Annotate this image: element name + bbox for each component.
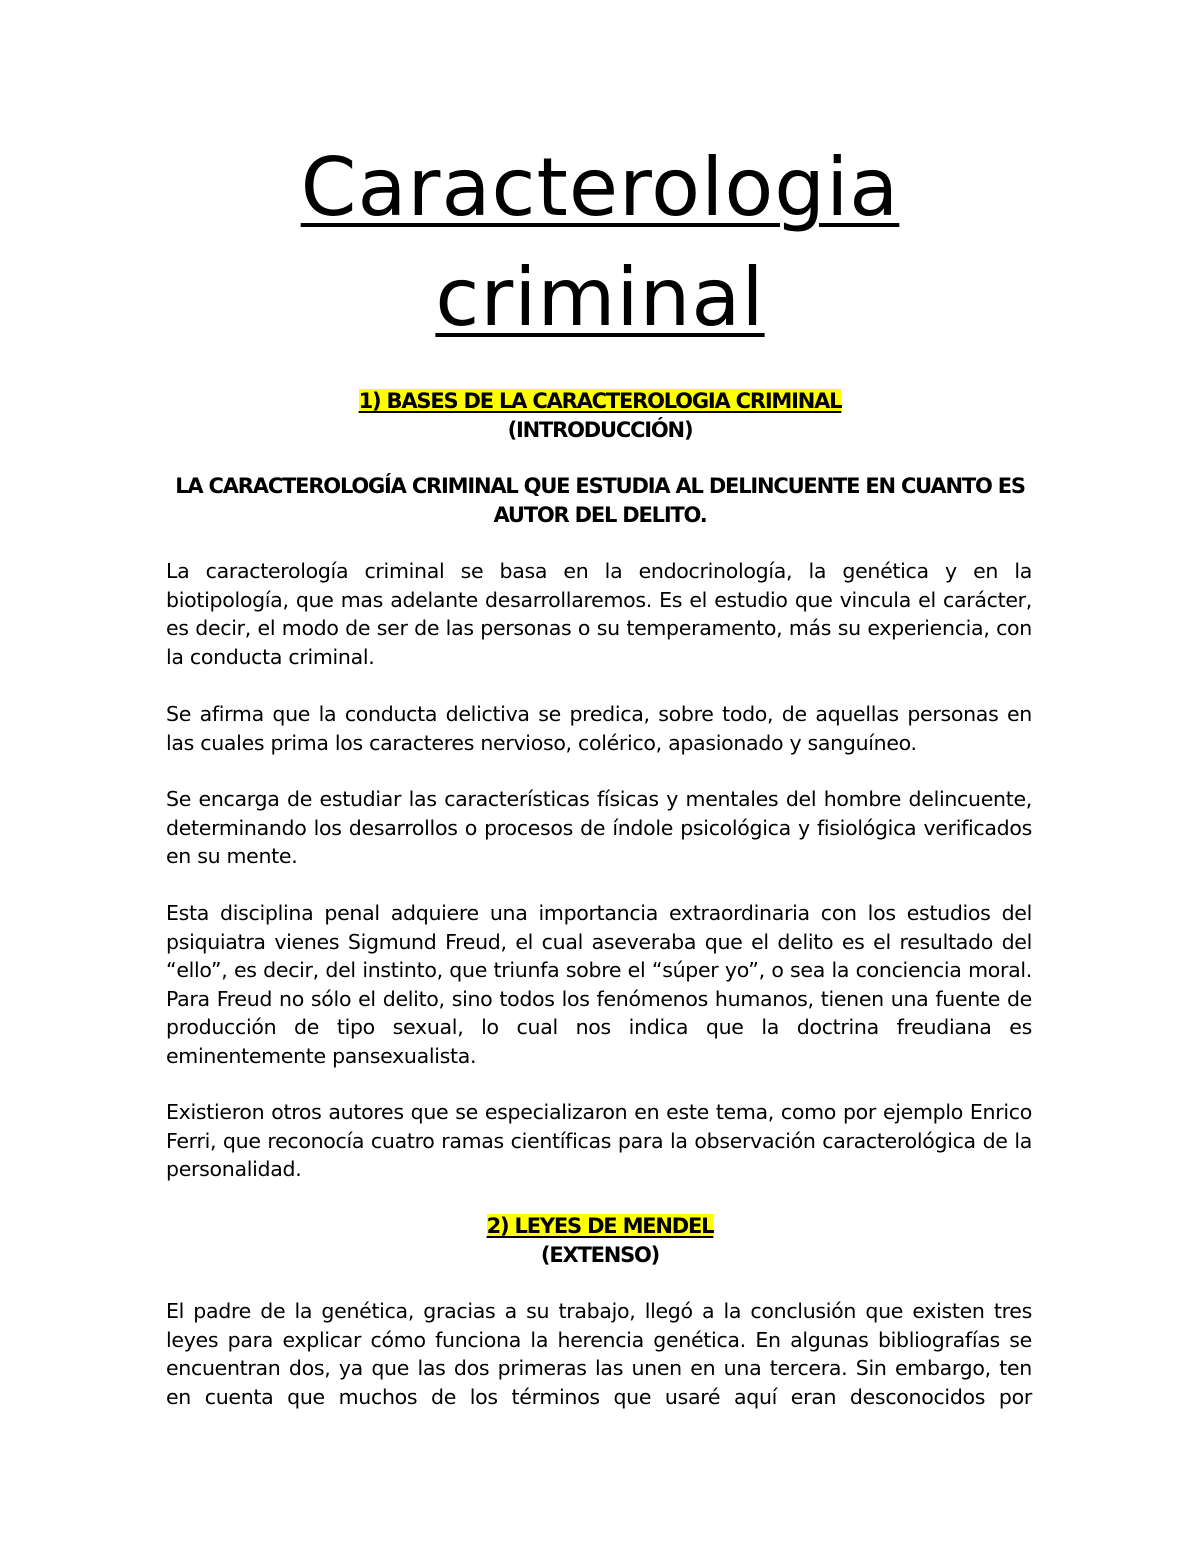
document-title-line-1: Caracterologia — [300, 141, 900, 234]
section-1-paragraph-1: La caracterología criminal se basa en la endocrinología, la genética y en la biotipología, que mas adelante desarrollaremos. Es el estudio que vincula el carácter, es decir, el modo de ser de las personas o su temperamento, más su experiencia, con la conducta criminal. — [166, 559, 1032, 669]
section-1-paragraph-5: Existieron otros autores que se especializaron en este tema, como por ejemplo Enrico Ferri, que reconocía cuatro ramas científicas para la observación caracterológica de la personalidad. — [166, 1100, 1032, 1181]
section-1-heading — [0, 387, 1200, 415]
section-2-heading-text: 2) LEYES DE MENDEL — [486, 1214, 714, 1238]
document-title-line-2: criminal — [435, 251, 765, 344]
section-1-paragraph-4: Esta disciplina penal adquiere una importancia extraordinaria con los estudios del psiquiatra vienes Sigmund Freud, el cual aseveraba que el delito es el resultado del “ello”, es decir, del instinto, que triunfa sobre el “súper yo”, o sea la conciencia moral. Para Freud no sólo el delito, sino todos los fenómenos humanos, tienen una fuente de producción de tipo sexual, lo cual nos indica que la doctrina freudiana es eminentemente pansexualista. — [166, 901, 1032, 1068]
section-2-subheading: (EXTENSO) — [540, 1243, 660, 1267]
section-2-paragraph-1: El padre de la genética, gracias a su trabajo, llegó a la conclusión que existen tres leyes para explicar cómo funciona la herencia genética. En algunas bibliografías se encuentran dos, ya que las dos primeras las unen en una tercera. Sin embargo, ten en cuenta que muchos de los términos que usaré aquí eran desconocidos por — [166, 1299, 1032, 1409]
section-1-heading-text: 1) BASES DE LA CARACTEROLOGIA CRIMINAL — [358, 389, 842, 413]
section-1-paragraph-3: Se encarga de estudiar las características físicas y mentales del hombre delincuente, determinando los desarrollos o procesos de índole psicológica y fisiológica verificados en su mente. — [166, 787, 1032, 868]
section-2-heading — [0, 1212, 1200, 1240]
section-1-subheading: (INTRODUCCIÓN) — [507, 418, 693, 442]
section-1-statement-line-1: LA CARACTEROLOGÍA CRIMINAL QUE ESTUDIA AL DELINCUENTE EN CUANTO ES — [175, 474, 1025, 498]
section-1-statement-line-2: AUTOR DEL DELITO. — [493, 503, 707, 527]
section-1-paragraph-2: Se afirma que la conducta delictiva se predica, sobre todo, de aquellas personas en las cuales prima los caracteres nervioso, colérico, apasionado y sanguíneo. — [166, 702, 1032, 755]
